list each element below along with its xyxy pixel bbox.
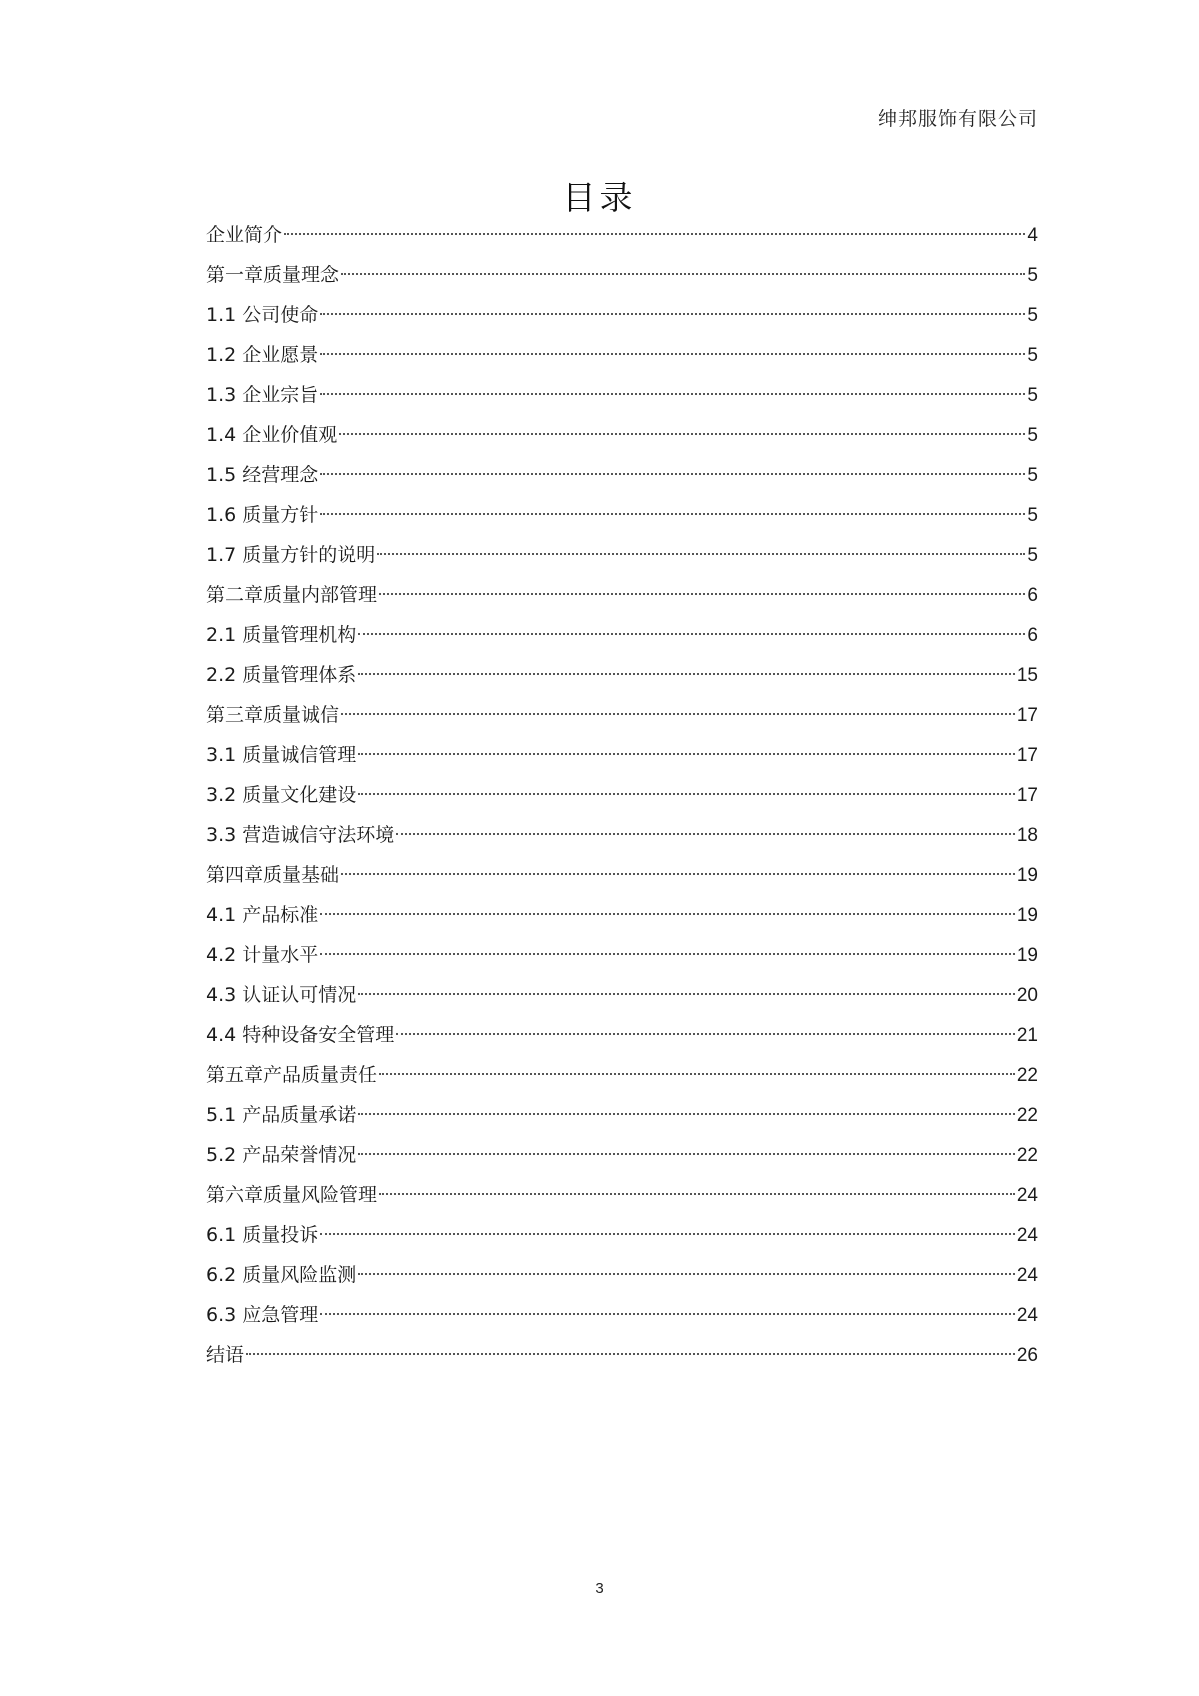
toc-entry-page: 24	[1016, 1225, 1038, 1246]
toc-entry-page: 17	[1016, 745, 1038, 766]
toc-dot-leader	[320, 473, 1025, 475]
toc-entry[interactable]	[206, 1175, 1038, 1215]
toc-entry[interactable]	[206, 975, 1038, 1015]
toc-entry-label: 第二章质量内部管理	[206, 584, 378, 606]
toc-entry-label: 1.2 企业愿景	[206, 344, 319, 366]
toc-entry-label: 5.2 产品荣誉情况	[206, 1144, 357, 1166]
toc-entry[interactable]	[206, 1135, 1038, 1175]
toc-entry-label: 第四章质量基础	[206, 864, 340, 886]
toc-entry-label: 3.2 质量文化建设	[206, 784, 357, 806]
toc-dot-leader	[341, 873, 1015, 875]
toc-entry-page: 6	[1027, 625, 1038, 646]
toc-entry-page: 4	[1027, 225, 1038, 246]
toc-entry[interactable]	[206, 615, 1038, 655]
toc-dot-leader	[358, 753, 1015, 755]
toc-dot-leader	[358, 993, 1015, 995]
toc-entry[interactable]	[206, 1095, 1038, 1135]
toc-dot-leader	[377, 553, 1025, 555]
toc-dot-leader	[246, 1353, 1015, 1355]
toc-dot-leader	[320, 913, 1015, 915]
toc-entry-page: 20	[1016, 985, 1038, 1006]
page-number: 3	[595, 1580, 604, 1597]
toc-dot-leader	[358, 1273, 1015, 1275]
toc-entry-page: 5	[1027, 265, 1038, 286]
toc-dot-leader	[358, 633, 1025, 635]
toc-dot-leader	[379, 593, 1025, 595]
toc-entry[interactable]	[206, 575, 1038, 615]
toc-entry-label: 6.1 质量投诉	[206, 1224, 319, 1246]
toc-entry-label: 4.3 认证认可情况	[206, 984, 357, 1006]
toc-dot-leader	[320, 513, 1025, 515]
toc-entry-label: 4.4 特种设备安全管理	[206, 1024, 395, 1046]
toc-entry[interactable]	[206, 375, 1038, 415]
toc-entry-label: 第三章质量诚信	[206, 704, 340, 726]
toc-entry-label: 4.1 产品标准	[206, 904, 319, 926]
toc-dot-leader	[358, 1113, 1015, 1115]
toc-dot-leader	[341, 273, 1025, 275]
toc-entry-page: 22	[1016, 1105, 1038, 1126]
toc-dot-leader	[396, 1033, 1015, 1035]
toc-entry[interactable]	[206, 335, 1038, 375]
toc-dot-leader	[358, 1153, 1015, 1155]
toc-entry-label: 3.1 质量诚信管理	[206, 744, 357, 766]
toc-entry-label: 第六章质量风险管理	[206, 1184, 378, 1206]
toc-dot-leader	[284, 233, 1025, 235]
toc-entry-label: 1.3 企业宗旨	[206, 384, 319, 406]
toc-dot-leader	[320, 1233, 1015, 1235]
header-company-name: 绅邦服饰有限公司	[877, 108, 1038, 130]
toc-entry-page: 15	[1016, 665, 1038, 686]
toc-entry[interactable]	[206, 735, 1038, 775]
toc-entry-label: 2.1 质量管理机构	[206, 624, 357, 646]
toc-entry-page: 21	[1016, 1025, 1038, 1046]
toc-entry[interactable]	[206, 415, 1038, 455]
toc-dot-leader	[339, 433, 1025, 435]
toc-dot-leader	[358, 793, 1015, 795]
toc-entry-page: 5	[1027, 465, 1038, 486]
toc-entry-page: 5	[1027, 505, 1038, 526]
toc-entry-page: 18	[1016, 825, 1038, 846]
toc-entry[interactable]	[206, 1295, 1038, 1335]
toc-dot-leader	[320, 393, 1025, 395]
toc-entry[interactable]	[206, 295, 1038, 335]
toc-entry-label: 1.4 企业价值观	[206, 424, 338, 446]
toc-entry-label: 1.5 经营理念	[206, 464, 319, 486]
toc-entry[interactable]	[206, 455, 1038, 495]
toc-dot-leader	[320, 353, 1025, 355]
toc-entry-label: 2.2 质量管理体系	[206, 664, 357, 686]
toc-entry-page: 26	[1016, 1345, 1038, 1366]
toc-dot-leader	[320, 953, 1015, 955]
toc-entry-page: 24	[1016, 1305, 1038, 1326]
toc-entry-label: 第一章质量理念	[206, 264, 340, 286]
toc-entry[interactable]	[206, 495, 1038, 535]
toc-entry-page: 22	[1016, 1145, 1038, 1166]
toc-entry-label: 4.2 计量水平	[206, 944, 319, 966]
toc-entry[interactable]	[206, 695, 1038, 735]
toc-dot-leader	[379, 1073, 1015, 1075]
toc-entry[interactable]	[206, 1335, 1038, 1375]
table-of-contents	[206, 215, 1038, 1375]
toc-entry-page: 22	[1016, 1065, 1038, 1086]
toc-dot-leader	[396, 833, 1015, 835]
toc-dot-leader	[320, 313, 1025, 315]
toc-entry-label: 5.1 产品质量承诺	[206, 1104, 357, 1126]
toc-entry[interactable]	[206, 1215, 1038, 1255]
toc-entry-label: 1.1 公司使命	[206, 304, 319, 326]
toc-entry-page: 19	[1016, 905, 1038, 926]
toc-entry-label: 结语	[206, 1344, 245, 1366]
toc-entry-label: 1.7 质量方针的说明	[206, 544, 376, 566]
toc-entry[interactable]	[206, 775, 1038, 815]
toc-title: 目录	[562, 178, 637, 217]
toc-dot-leader	[379, 1193, 1015, 1195]
toc-entry[interactable]	[206, 815, 1038, 855]
toc-entry[interactable]	[206, 215, 1038, 255]
toc-dot-leader	[341, 713, 1015, 715]
toc-entry[interactable]	[206, 895, 1038, 935]
toc-entry-page: 5	[1027, 425, 1038, 446]
toc-entry-page: 6	[1027, 585, 1038, 606]
toc-dot-leader	[358, 673, 1015, 675]
toc-entry[interactable]	[206, 1015, 1038, 1055]
toc-entry-page: 5	[1027, 385, 1038, 406]
toc-entry-label: 6.3 应急管理	[206, 1304, 319, 1326]
toc-entry-label: 3.3 营造诚信守法环境	[206, 824, 395, 846]
toc-entry[interactable]	[206, 855, 1038, 895]
toc-entry-page: 5	[1027, 305, 1038, 326]
toc-entry-page: 5	[1027, 345, 1038, 366]
toc-entry[interactable]	[206, 935, 1038, 975]
toc-entry-label: 1.6 质量方针	[206, 504, 319, 526]
toc-entry-page: 19	[1016, 945, 1038, 966]
toc-entry-page: 17	[1016, 785, 1038, 806]
toc-entry[interactable]	[206, 255, 1038, 295]
toc-entry[interactable]	[206, 1055, 1038, 1095]
toc-entry-label: 企业简介	[206, 224, 283, 246]
toc-entry[interactable]	[206, 655, 1038, 695]
toc-entry-page: 5	[1027, 545, 1038, 566]
toc-dot-leader	[320, 1313, 1015, 1315]
toc-entry-page: 24	[1016, 1185, 1038, 1206]
toc-entry-label: 第五章产品质量责任	[206, 1064, 378, 1086]
toc-entry-label: 6.2 质量风险监测	[206, 1264, 357, 1286]
toc-entry-page: 19	[1016, 865, 1038, 886]
toc-entry[interactable]	[206, 535, 1038, 575]
toc-entry-page: 24	[1016, 1265, 1038, 1286]
toc-entry-page: 17	[1016, 705, 1038, 726]
toc-entry[interactable]	[206, 1255, 1038, 1295]
